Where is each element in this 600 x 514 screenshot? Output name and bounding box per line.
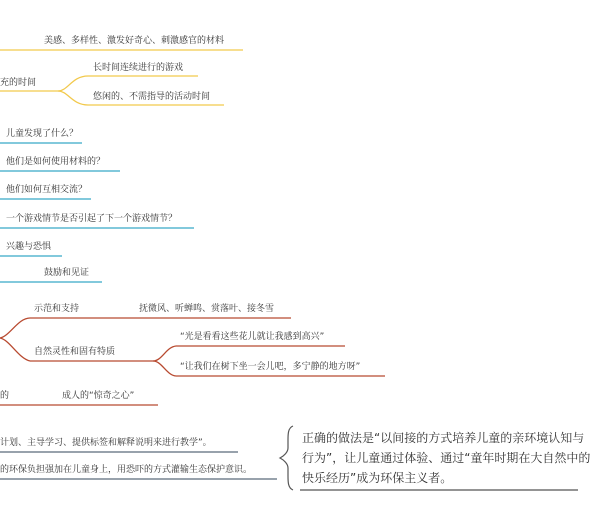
red-curve-nature <box>0 338 30 361</box>
label-blue-6: 鼓励和见证 <box>44 268 90 278</box>
label-material: 美感、多样性、激发好奇心、刺激感官的材料 <box>44 36 225 46</box>
label-demo-child: 抚微风、听蝉鸣、赏落叶、接冬雪 <box>139 304 275 314</box>
label-nature: 自然灵性和固有特质 <box>34 347 116 357</box>
red-curve-nature-up <box>153 346 176 361</box>
label-blue-5: 兴趣与恐惧 <box>6 242 52 252</box>
label-wonder-left: 的 <box>0 391 10 401</box>
label-bottom-1: 计划、主导学习、提供标签和解释说明来进行教学”。 <box>0 438 212 448</box>
label-blue-2: 他们是如何使用材料的？ <box>6 157 106 167</box>
label-wonder: 成人的“惊奇之心” <box>62 391 135 401</box>
yellow-curve-down <box>58 91 88 105</box>
note-paragraph: 正确的做法是“以间接的方式培养儿童的亲环境认知与行为”，让儿童通过体验、通过“童年时期在大自然中的快乐经历”成为环保主义者。 <box>302 431 591 485</box>
red-curve-nature-down <box>153 361 176 376</box>
label-time-child-1: 长时间连续进行的游戏 <box>93 63 184 73</box>
label-blue-1: 儿童发现了什么？ <box>6 129 79 139</box>
label-time: 充的时间 <box>0 78 37 88</box>
red-curve-demo <box>0 318 30 338</box>
label-time-child-2: 悠闲的、不需指导的活动时间 <box>93 92 211 102</box>
label-blue-4: 一个游戏情节是否引起了下一个游戏情节？ <box>6 214 178 224</box>
label-blue-3: 他们如何互相交流？ <box>6 185 88 195</box>
note-bracket <box>280 426 293 490</box>
yellow-curve-up <box>58 76 88 91</box>
label-bottom-2: 的环保负担强加在儿童身上，用恐吓的方式灌输生态保护意识。 <box>0 465 253 475</box>
label-demo: 示范和支持 <box>34 304 80 314</box>
label-nature-child-1: “光是看看这些花儿就让我感到高兴” <box>180 332 325 342</box>
label-nature-child-2: “让我们在树下坐一会儿吧，多宁静的地方呀” <box>180 362 361 372</box>
